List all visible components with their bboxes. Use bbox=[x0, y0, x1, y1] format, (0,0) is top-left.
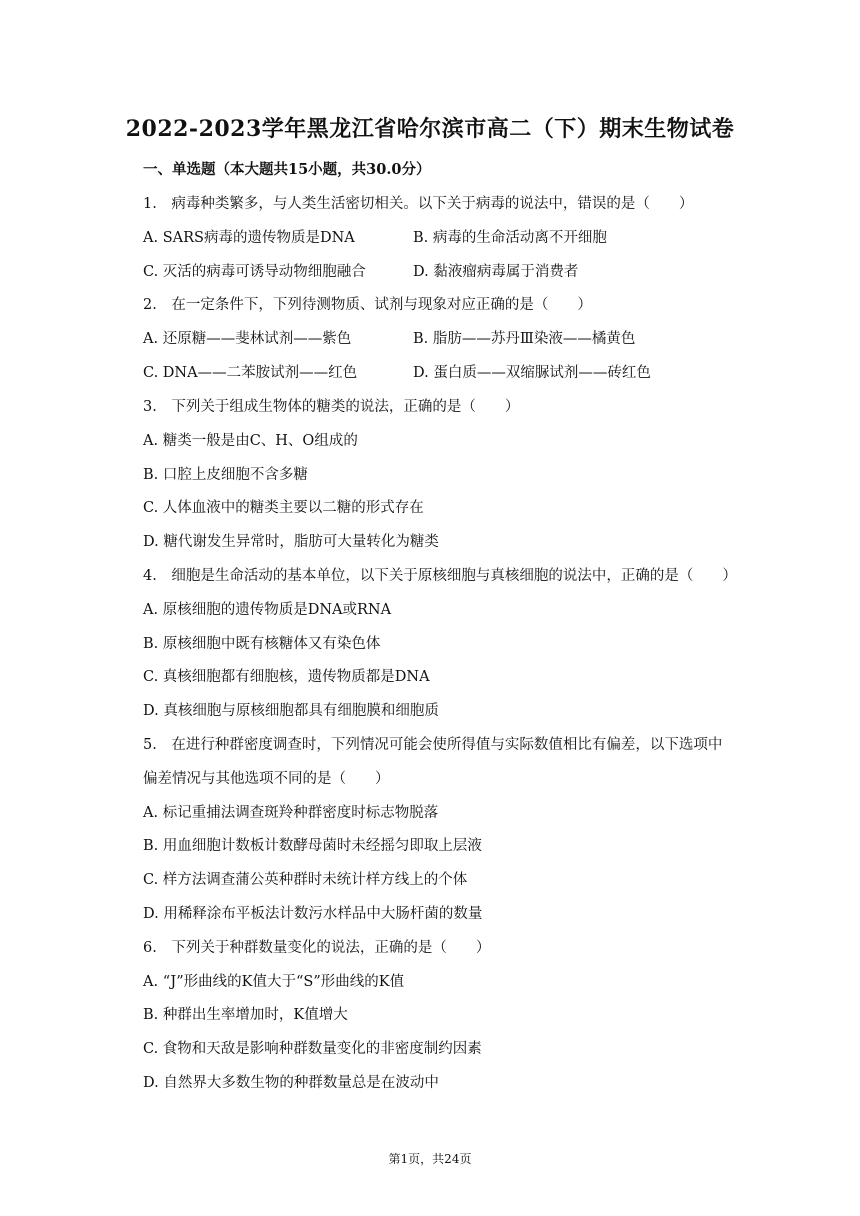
question-4-option-b: B. 原核细胞中既有核糖体又有染色体 bbox=[143, 636, 381, 652]
question-5-stem-continued: 偏差情况与其他选项不同的是（ ） bbox=[143, 771, 390, 787]
question-1-option-b: B. 病毒的生命活动离不开细胞 bbox=[413, 230, 607, 246]
section-heading: 一、单选题（本大题共15小题，共30.0分） bbox=[143, 161, 431, 178]
question-4-option-c: C. 真核细胞都有细胞核，遗传物质都是DNA bbox=[143, 669, 430, 685]
question-3-stem: 3. 下列关于组成生物体的糖类的说法，正确的是（ ） bbox=[143, 399, 520, 415]
question-6-option-a: A. “J”形曲线的K值大于“S”形曲线的K值 bbox=[143, 974, 405, 990]
question-2-option-c: C. DNA——二苯胺试剂——红色 bbox=[143, 365, 358, 381]
question-1-option-a: A. SARS病毒的遗传物质是DNA bbox=[143, 230, 355, 246]
question-5-option-b: B. 用血细胞计数板计数酵母菌时未经摇匀即取上层液 bbox=[143, 838, 482, 854]
question-3-option-b: B. 口腔上皮细胞不含多糖 bbox=[143, 467, 308, 483]
question-6-option-d: D. 自然界大多数生物的种群数量总是在波动中 bbox=[143, 1075, 439, 1091]
question-4-stem: 4. 细胞是生命活动的基本单位，以下关于原核细胞与真核细胞的说法中，正确的是（ ） bbox=[143, 568, 737, 584]
question-5-option-a: A. 标记重捕法调查斑羚种群密度时标志物脱落 bbox=[143, 805, 439, 821]
question-3-option-a: A. 糖类一般是由C、H、O组成的 bbox=[143, 433, 358, 449]
question-5-option-d: D. 用稀释涂布平板法计数污水样品中大肠杆菌的数量 bbox=[143, 906, 483, 922]
question-1-option-d: D. 黏液瘤病毒属于消费者 bbox=[413, 264, 579, 280]
question-5-stem: 5. 在进行种群密度调查时，下列情况可能会使所得值与实际数值相比有偏差，以下选项中 bbox=[143, 737, 723, 753]
question-6-stem: 6. 下列关于种群数量变化的说法，正确的是（ ） bbox=[143, 940, 491, 956]
question-4-option-d: D. 真核细胞与原核细胞都具有细胞膜和细胞质 bbox=[143, 703, 439, 719]
question-6-option-c: C. 食物和天敌是影响种群数量变化的非密度制约因素 bbox=[143, 1041, 482, 1057]
question-2-option-d: D. 蛋白质——双缩脲试剂——砖红色 bbox=[413, 365, 651, 381]
question-4-option-a: A. 原核细胞的遗传物质是DNA或RNA bbox=[143, 602, 392, 618]
question-6-option-b: B. 种群出生率增加时，K值增大 bbox=[143, 1007, 348, 1023]
page-title: 2022-2023学年黑龙江省哈尔滨市高二（下）期末生物试卷 bbox=[125, 116, 735, 142]
question-3-option-c: C. 人体血液中的糖类主要以二糖的形式存在 bbox=[143, 500, 424, 516]
question-2-option-a: A. 还原糖——斐林试剂——紫色 bbox=[143, 331, 352, 347]
question-5-option-c: C. 样方法调查蒲公英种群时未统计样方线上的个体 bbox=[143, 872, 468, 888]
question-2-option-b: B. 脂肪——苏丹Ⅲ染液——橘黄色 bbox=[413, 331, 636, 347]
question-1-option-c: C. 灭活的病毒可诱导动物细胞融合 bbox=[143, 264, 366, 280]
question-1-stem: 1. 病毒种类繁多，与人类生活密切相关。以下关于病毒的说法中，错误的是（ ） bbox=[143, 196, 694, 212]
page-footer: 第1页，共24页 bbox=[388, 1152, 472, 1166]
question-3-option-d: D. 糖代谢发生异常时，脂肪可大量转化为糖类 bbox=[143, 534, 439, 550]
question-2-stem: 2. 在一定条件下，下列待测物质、试剂与现象对应正确的是（ ） bbox=[143, 297, 592, 313]
